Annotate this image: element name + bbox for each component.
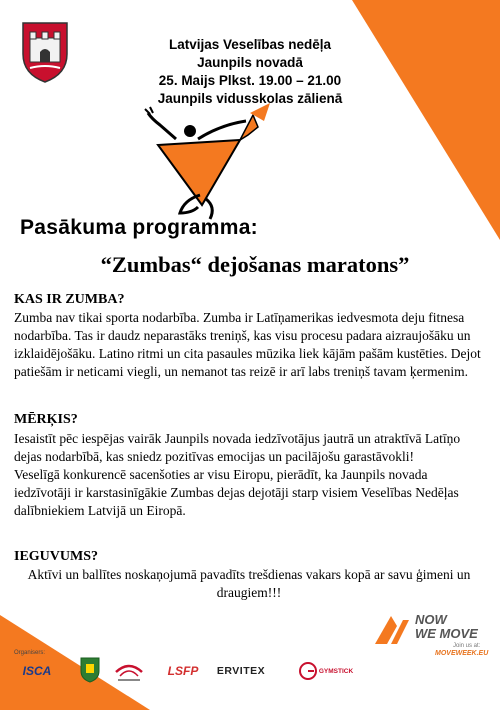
program-title: Pasākuma programma:	[20, 216, 258, 239]
now-we-move-icon	[375, 614, 409, 648]
header-line-3: 25. Maijs Plkst. 19.00 – 21.00	[158, 73, 342, 88]
lsfp-logo-text: LSFP	[167, 664, 199, 678]
section-heading-goal: MĒRĶIS?	[14, 412, 78, 427]
nwm-url: MOVEWEEK.EU	[435, 650, 489, 657]
isca-logo-text: ISCA	[22, 664, 52, 678]
nwm-join-text: Join us at:	[453, 643, 481, 649]
section-heading-what: KAS IR ZUMBA?	[14, 292, 125, 307]
dancer-logo-icon	[140, 95, 280, 220]
organisers-label: Organisers:	[14, 650, 46, 656]
gymstick-logo	[298, 658, 354, 684]
coat-of-arms-icon	[20, 20, 70, 84]
goal-paragraph-2: Veselīgā konkurencē sacenšoties ar visu Eiropu, pierādīt, ka Jaunpils novada iedzīvotāji ir karstasinīgākie Zumbas dejas dejotāji starp visiem Veselības Nedēļas dalībniekiem Latvijā un Eiropā.	[14, 467, 459, 518]
section-text-what	[14, 309, 484, 381]
nwm-line-1: NOW	[415, 612, 447, 627]
jaunpils-crest-icon	[80, 657, 100, 683]
benefits-paragraph: Aktīvi un ballītes noskaņojumā pavadīts trešdienas vakars kopā ar savu ģimeni un draugiem!!!	[27, 567, 471, 600]
goal-paragraph-1: Iesaistīt pēc iespējas vairāk Jaunpils novada iedzīvotājus jautrā un atraktīvā Latīņo dejas nodarbībā, kas sniedz pozitīvas emocijas un pacilājošu garastāvokli!	[14, 431, 461, 464]
section-text-benefits	[10, 566, 488, 602]
lsfp-logo	[160, 658, 206, 684]
gymstick-icon	[299, 661, 317, 681]
header-line-1: Latvijas Veselības nedēļa	[168, 37, 332, 52]
event-title: “Zumbas“ dejošanas maratons”	[100, 252, 410, 277]
header-line-2: Jaunpils novadā	[197, 55, 303, 70]
header-line-4: Jaunpils vidusskolas zālienā	[157, 91, 343, 106]
isca-logo	[14, 658, 60, 684]
valsts-sports-logo-icon	[112, 658, 146, 684]
gymstick-logo-text: GYMSTICK	[318, 667, 354, 675]
what-paragraph: Zumba nav tikai sporta nodarbība. Zumba ir Latīņamerikas iedvesmota deju fitnesa nodarbība. Tas ir daudz neparastāks treniņš, kas visu procesu padara aizraujošāku un izklaidējošāku. Latino ritmi un cita pasaules mūzika liek kājām pašām kustēties. Dejot patiešām ir neticami viegli, un nemanot tas reizē ir arī labs treniņš tavam ķermenim.	[14, 310, 481, 379]
ervitex-logo-text: ERVITEX	[216, 665, 266, 677]
section-heading-benefits: IEGUVUMS?	[14, 549, 99, 564]
ervitex-logo	[212, 658, 270, 684]
section-text-goal	[14, 430, 484, 520]
now-we-move-logo	[375, 612, 489, 662]
nwm-line-2: WE MOVE	[415, 626, 478, 641]
